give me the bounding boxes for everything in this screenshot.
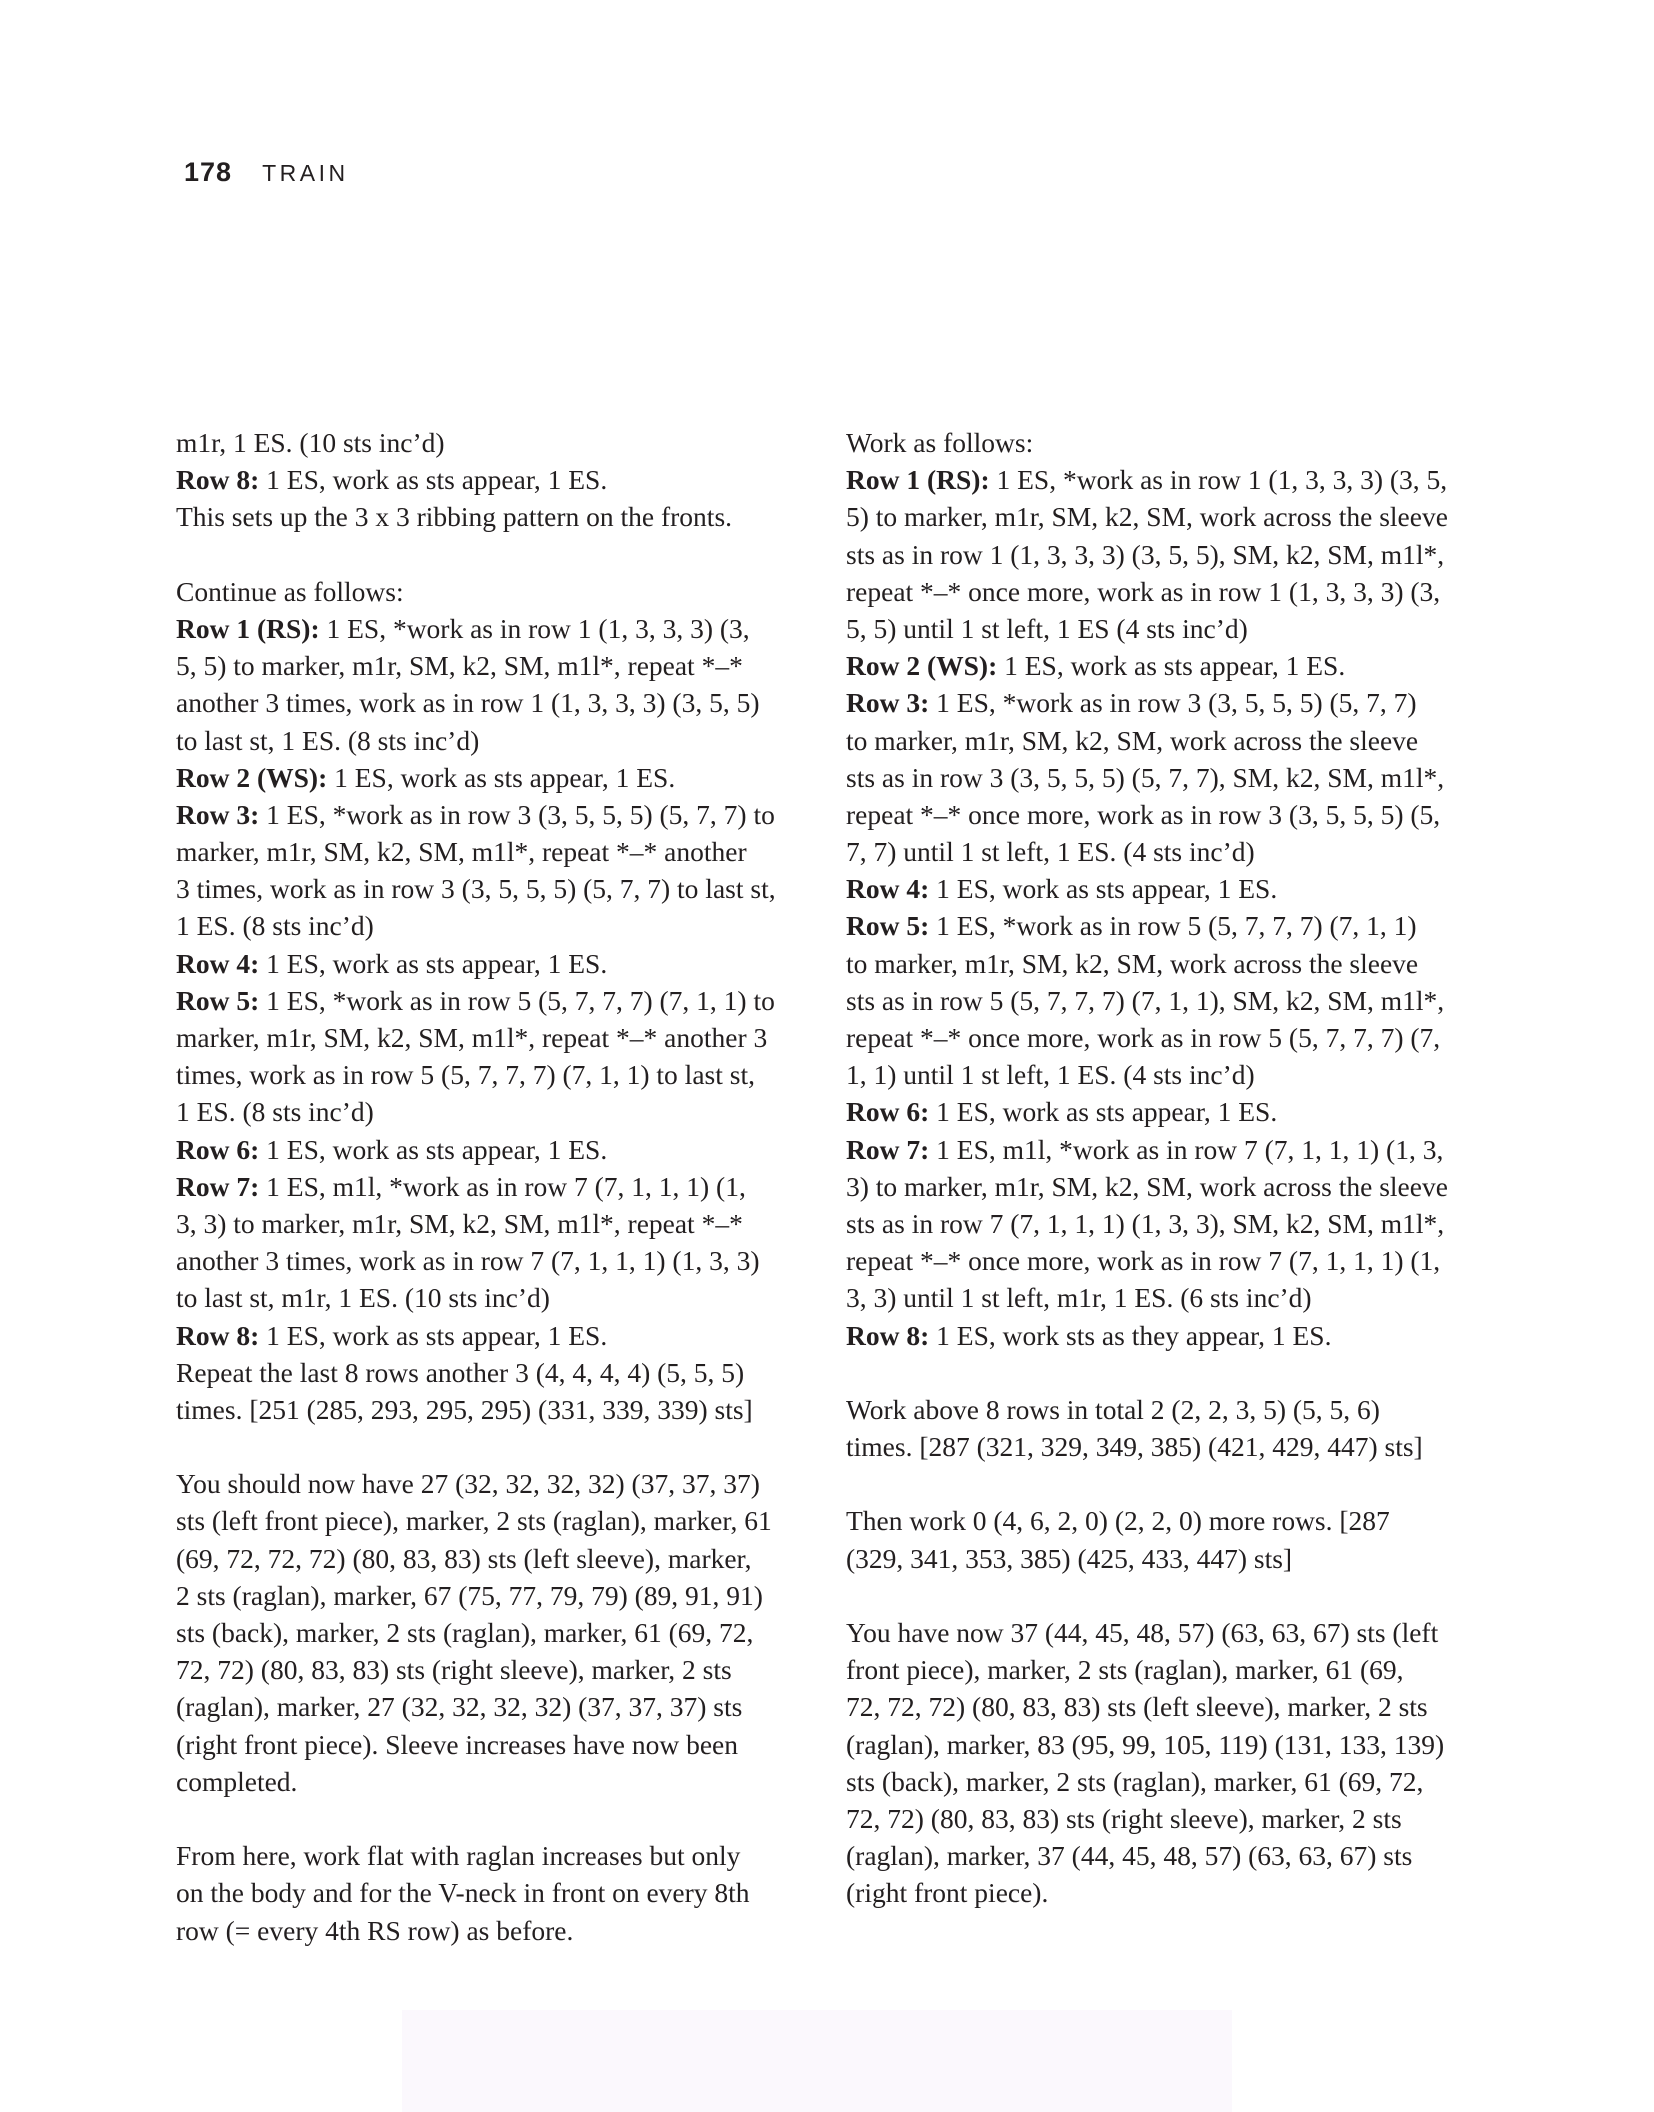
paragraph-gap [846, 1577, 1486, 1614]
text-line [176, 722, 796, 759]
text-line [176, 461, 796, 498]
line-text: times. [251 (285, 293, 295, 295) (331, 339, 339) sts] [176, 1393, 753, 1425]
line-text: 1 ES, work as sts appear, 1 ES. [259, 1319, 608, 1351]
line-text: 1 ES, *work as in row 5 (5, 7, 7, 7) (7, 1, 1) to [259, 984, 775, 1016]
line-text: (raglan), marker, 37 (44, 45, 48, 57) (63, 63, 67) sts [846, 1840, 1413, 1872]
line-text: to last st, m1r, 1 ES. (10 sts inc’d) [176, 1282, 550, 1314]
line-text: sts as in row 7 (7, 1, 1, 1) (1, 3, 3), SM, k2, SM, m1l*, [846, 1207, 1445, 1239]
line-text: 1 ES, work sts as they appear, 1 ES. [929, 1319, 1332, 1351]
text-line [176, 424, 796, 461]
text-line [176, 1763, 796, 1800]
paragraph-gap [176, 1800, 796, 1837]
text-line [846, 982, 1486, 1019]
line-text: 7, 7) until 1 st left, 1 ES. (4 sts inc’d) [846, 836, 1255, 868]
text-line [846, 1242, 1486, 1279]
text-line [846, 1279, 1486, 1316]
line-text: 1 ES, *work as in row 3 (3, 5, 5, 5) (5, 7, 7) [929, 687, 1417, 719]
text-line [846, 945, 1486, 982]
row-label: Row 2 (WS): [846, 650, 998, 682]
line-text: 1 ES, work as sts appear, 1 ES. [327, 761, 676, 793]
text-line [846, 1800, 1486, 1837]
line-text: another 3 times, work as in row 1 (1, 3, 3, 3) (3, 5, 5) [176, 687, 760, 719]
line-text: repeat *–* once more, work as in row 7 (7, 1, 1, 1) (1, [846, 1245, 1441, 1277]
line-text: Repeat the last 8 rows another 3 (4, 4, 4, 4) (5, 5, 5) [176, 1356, 745, 1388]
text-line [176, 610, 796, 647]
text-line [846, 1317, 1486, 1354]
text-line [846, 1614, 1486, 1651]
text-line [846, 1837, 1486, 1874]
text-line [846, 424, 1486, 461]
text-line [846, 1168, 1486, 1205]
line-text: 1 ES, work as sts appear, 1 ES. [929, 873, 1278, 905]
line-text: sts (left front piece), marker, 2 sts (raglan), marker, 61 [176, 1505, 772, 1537]
text-line [176, 759, 796, 796]
text-line [846, 1428, 1486, 1465]
text-line [846, 498, 1486, 535]
line-text: 1 ES, *work as in row 1 (1, 3, 3, 3) (3, 5, [989, 464, 1448, 496]
text-line [846, 461, 1486, 498]
text-line [176, 1279, 796, 1316]
line-text: 1 ES, work as sts appear, 1 ES. [997, 650, 1346, 682]
text-line [176, 870, 796, 907]
row-label: Row 8: [846, 1319, 930, 1351]
line-text: Then work 0 (4, 6, 2, 0) (2, 2, 0) more rows. [287 [846, 1505, 1390, 1537]
text-line [176, 1502, 796, 1539]
line-text: times. [287 (321, 329, 349, 385) (421, 429, 447) sts] [846, 1431, 1423, 1463]
line-text: 1 ES. (8 sts inc’d) [176, 1096, 374, 1128]
text-line [846, 610, 1486, 647]
text-line [176, 1317, 796, 1354]
row-label: Row 4: [846, 873, 930, 905]
line-text: Work as follows: [846, 427, 1034, 458]
line-text: marker, m1r, SM, k2, SM, m1l*, repeat *–* another 3 [176, 1022, 768, 1053]
row-label: Row 6: [846, 1096, 930, 1128]
line-text: This sets up the 3 x 3 ribbing pattern on the fronts. [176, 501, 733, 533]
row-label: Row 5: [846, 910, 930, 942]
line-text: 1 ES, work as sts appear, 1 ES. [259, 1133, 608, 1165]
text-line [846, 573, 1486, 610]
left-column [176, 424, 796, 1949]
text-line [176, 1056, 796, 1093]
line-text: Continue as follows: [176, 575, 404, 607]
line-text: (right front piece). Sleeve increases have now been [176, 1728, 738, 1760]
row-label: Row 3: [846, 687, 930, 719]
row-label: Row 7: [176, 1170, 260, 1202]
line-text: (raglan), marker, 27 (32, 32, 32, 32) (37, 37, 37) sts [176, 1691, 743, 1723]
text-line [846, 1874, 1486, 1911]
paragraph-gap [846, 1354, 1486, 1391]
text-line [176, 1614, 796, 1651]
line-text: From here, work flat with raglan increases but only [176, 1840, 741, 1872]
text-line [846, 1131, 1486, 1168]
text-line [176, 1540, 796, 1577]
line-text: sts (back), marker, 2 sts (raglan), marker, 61 (69, 72, [846, 1765, 1424, 1797]
text-line [176, 684, 796, 721]
text-line [846, 1391, 1486, 1428]
line-text: row (= every 4th RS row) as before. [176, 1914, 574, 1946]
footer-tint-area [402, 2010, 1232, 2112]
text-line [846, 907, 1486, 944]
text-line [176, 945, 796, 982]
line-text: repeat *–* once more, work as in row 5 (5, 7, 7, 7) (7, [846, 1022, 1441, 1053]
line-text: 1, 1) until 1 st left, 1 ES. (4 sts inc’d) [846, 1059, 1255, 1091]
paragraph-gap [846, 1465, 1486, 1502]
text-line [176, 1391, 796, 1428]
text-line [176, 1093, 796, 1130]
text-line [176, 833, 796, 870]
text-line [846, 833, 1486, 870]
text-line [176, 1465, 796, 1502]
text-line [176, 1874, 796, 1911]
row-label: Row 8: [176, 1319, 260, 1351]
text-line [846, 1726, 1486, 1763]
line-text: sts as in row 3 (3, 5, 5, 5) (5, 7, 7), SM, k2, SM, m1l*, [846, 761, 1445, 793]
line-text: 5) to marker, m1r, SM, k2, SM, work across the sleeve [846, 501, 1448, 533]
line-text: m1r, 1 ES. (10 sts inc’d) [176, 427, 445, 458]
paragraph-gap [176, 536, 796, 573]
row-label: Row 2 (WS): [176, 761, 328, 793]
section-title: TRAIN [262, 160, 349, 186]
row-label: Row 7: [846, 1133, 930, 1165]
text-line [846, 1502, 1486, 1539]
line-text: 1 ES, work as sts appear, 1 ES. [259, 947, 608, 979]
row-label: Row 3: [176, 798, 260, 830]
line-text: repeat *–* once more, work as in row 1 (1, 3, 3, 3) (3, [846, 575, 1441, 607]
text-line [846, 796, 1486, 833]
text-line [846, 1093, 1486, 1130]
text-line [846, 1540, 1486, 1577]
line-text: Work above 8 rows in total 2 (2, 2, 3, 5) (5, 5, 6) [846, 1393, 1380, 1425]
row-label: Row 1 (RS): [176, 612, 320, 644]
row-label: Row 6: [176, 1133, 260, 1165]
text-line [176, 1726, 796, 1763]
line-text: 3, 3) until 1 st left, m1r, 1 ES. (6 sts inc’d) [846, 1282, 1312, 1314]
line-text: (69, 72, 72, 72) (80, 83, 83) sts (left sleeve), marker, [176, 1542, 752, 1574]
text-line [176, 907, 796, 944]
line-text: 1 ES, m1l, *work as in row 7 (7, 1, 1, 1) (1, 3, [929, 1133, 1444, 1165]
line-text: 1 ES. (8 sts inc’d) [176, 910, 374, 942]
text-line [176, 1354, 796, 1391]
line-text: 5, 5) to marker, m1r, SM, k2, SM, m1l*, repeat *–* [176, 650, 743, 682]
page-number: 178 [184, 157, 233, 187]
line-text: on the body and for the V-neck in front on every 8th [176, 1877, 750, 1909]
line-text: sts (back), marker, 2 sts (raglan), marker, 61 (69, 72, [176, 1617, 754, 1648]
text-line [176, 1577, 796, 1614]
line-text: 1 ES, *work as in row 1 (1, 3, 3, 3) (3, [319, 612, 750, 644]
line-text: (329, 341, 353, 385) (425, 433, 447) sts] [846, 1542, 1293, 1574]
line-text: to last st, 1 ES. (8 sts inc’d) [176, 724, 480, 756]
line-text: 72, 72) (80, 83, 83) sts (right sleeve), marker, 2 sts [176, 1654, 732, 1686]
text-line [846, 870, 1486, 907]
row-label: Row 8: [176, 464, 260, 496]
line-text: 72, 72, 72) (80, 83, 83) sts (left sleeve), marker, 2 sts [846, 1691, 1428, 1723]
text-line [176, 796, 796, 833]
row-label: Row 4: [176, 947, 260, 979]
line-text: to marker, m1r, SM, k2, SM, work across the sleeve [846, 724, 1419, 756]
text-line [846, 647, 1486, 684]
text-line [176, 1651, 796, 1688]
line-text: 3) to marker, m1r, SM, k2, SM, work across the sleeve [846, 1170, 1448, 1202]
paragraph-gap [176, 1428, 796, 1465]
line-text: You have now 37 (44, 45, 48, 57) (63, 63, 67) sts (left [846, 1617, 1439, 1648]
text-line [846, 759, 1486, 796]
text-line [176, 1912, 796, 1949]
text-line [176, 1019, 796, 1056]
text-line [176, 1205, 796, 1242]
text-line [846, 1763, 1486, 1800]
line-text: marker, m1r, SM, k2, SM, m1l*, repeat *–* another [176, 836, 747, 868]
line-text: 1 ES, work as sts appear, 1 ES. [259, 464, 608, 496]
text-line [176, 498, 796, 535]
text-line [176, 982, 796, 1019]
text-line [846, 1205, 1486, 1242]
text-line [846, 1056, 1486, 1093]
right-column [846, 424, 1486, 1912]
line-text: another 3 times, work as in row 7 (7, 1, 1, 1) (1, 3, 3) [176, 1245, 760, 1277]
text-line [846, 1651, 1486, 1688]
line-text: 1 ES, work as sts appear, 1 ES. [929, 1096, 1278, 1128]
line-text: 1 ES, *work as in row 3 (3, 5, 5, 5) (5, 7, 7) to [259, 798, 775, 830]
line-text: 72, 72) (80, 83, 83) sts (right sleeve), marker, 2 sts [846, 1802, 1402, 1834]
line-text: times, work as in row 5 (5, 7, 7, 7) (7, 1, 1) to last st, [176, 1059, 755, 1091]
line-text: 2 sts (raglan), marker, 67 (75, 77, 79, 79) (89, 91, 91) [176, 1579, 763, 1611]
text-line [176, 1131, 796, 1168]
text-line [176, 1168, 796, 1205]
line-text: 3, 3) to marker, m1r, SM, k2, SM, m1l*, repeat *–* [176, 1207, 743, 1239]
line-text: 1 ES, *work as in row 5 (5, 7, 7, 7) (7, 1, 1) [929, 910, 1417, 942]
row-label: Row 5: [176, 984, 260, 1016]
text-line [846, 536, 1486, 573]
text-line [176, 1688, 796, 1725]
line-text: repeat *–* once more, work as in row 3 (3, 5, 5, 5) (5, [846, 798, 1441, 830]
line-text: 1 ES, m1l, *work as in row 7 (7, 1, 1, 1) (1, [259, 1170, 746, 1202]
text-line [176, 647, 796, 684]
text-line [846, 722, 1486, 759]
line-text: (raglan), marker, 83 (95, 99, 105, 119) (131, 133, 139) [846, 1728, 1445, 1760]
line-text: to marker, m1r, SM, k2, SM, work across the sleeve [846, 947, 1419, 979]
line-text: completed. [176, 1765, 298, 1797]
text-line [846, 684, 1486, 721]
text-line [176, 573, 796, 610]
text-line [846, 1019, 1486, 1056]
line-text: front piece), marker, 2 sts (raglan), marker, 61 (69, [846, 1654, 1404, 1686]
line-text: 5, 5) until 1 st left, 1 ES (4 sts inc’d) [846, 612, 1248, 644]
line-text: sts as in row 1 (1, 3, 3, 3) (3, 5, 5), SM, k2, SM, m1l*, [846, 538, 1445, 570]
text-line [176, 1837, 796, 1874]
line-text: (right front piece). [846, 1877, 1049, 1909]
line-text: 3 times, work as in row 3 (3, 5, 5, 5) (5, 7, 7) to last st, [176, 873, 776, 905]
line-text: You should now have 27 (32, 32, 32, 32) (37, 37, 37) [176, 1468, 760, 1500]
running-header [184, 157, 349, 188]
text-line [176, 1242, 796, 1279]
text-line [846, 1688, 1486, 1725]
line-text: sts as in row 5 (5, 7, 7, 7) (7, 1, 1), SM, k2, SM, m1l*, [846, 984, 1445, 1016]
row-label: Row 1 (RS): [846, 464, 990, 496]
